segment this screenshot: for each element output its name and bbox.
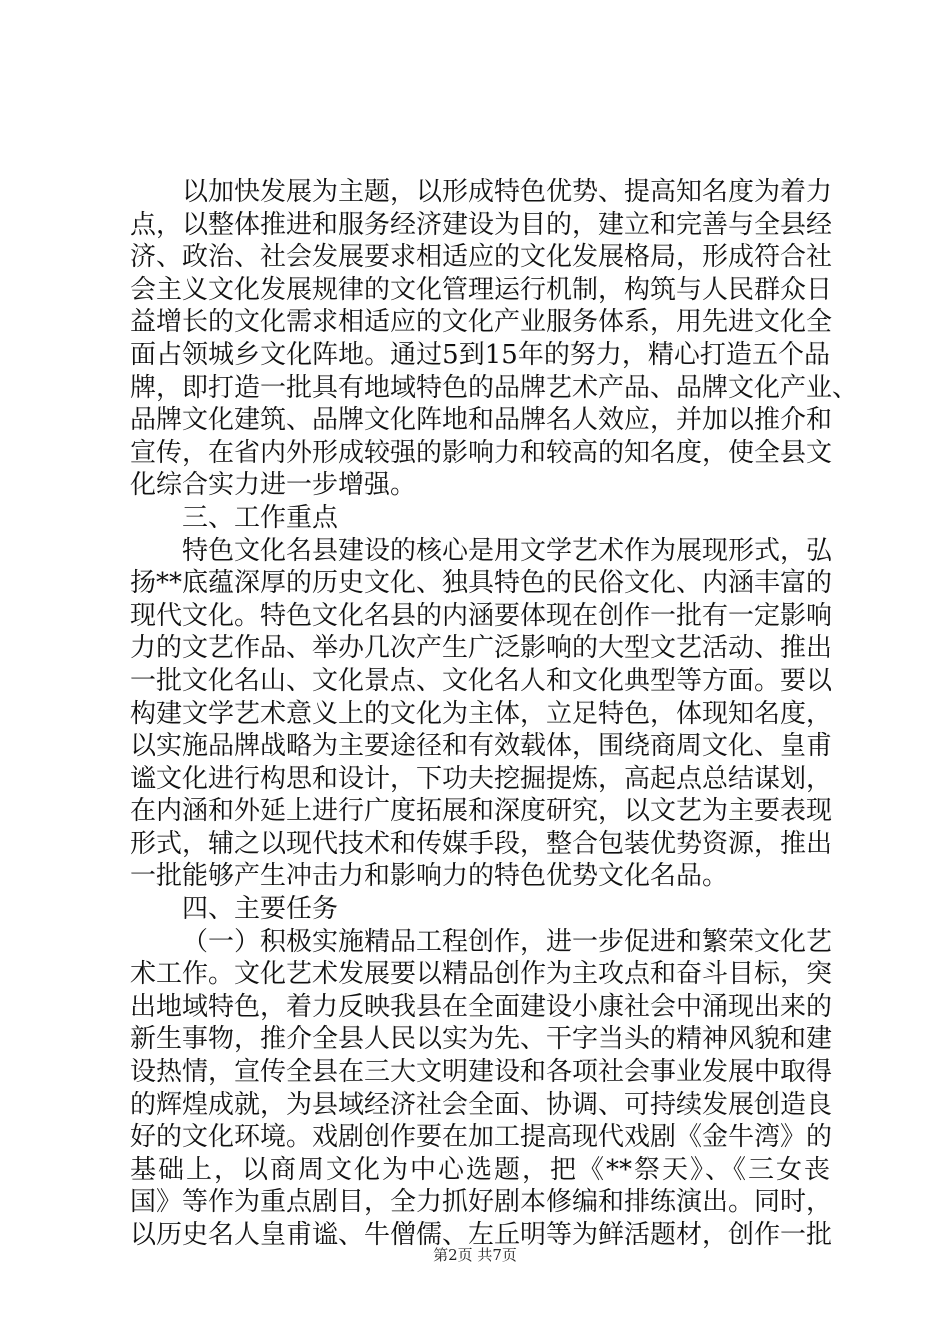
text-line: 以加快发展为主题，以形成特色优势、提高知名度为着力	[182, 177, 833, 207]
text-line: 新生事物，推介全县人民以实为先、干字当头的精神风貌和建	[130, 1024, 833, 1055]
text-line: 会主义文化发展规律的文化管理运行机制，构筑与人民群众日	[130, 274, 833, 305]
page-number-label: 第2页 共7页	[433, 1246, 517, 1264]
section-heading: 三、工作重点	[182, 502, 339, 533]
text-line: 益增长的文化需求相适应的文化产业服务体系，用先进文化全	[130, 307, 833, 338]
text-line: 形式，辅之以现代技术和传媒手段，整合包装优势资源，推出	[130, 828, 833, 859]
text-line: 谧文化进行构思和设计，下功夫挖掘提炼，高起点总结谋划，	[130, 763, 833, 794]
text-line: 设热情，宣传全县在三大文明建设和各项社会事业发展中取得	[130, 1057, 833, 1088]
text-line: 牌，即打造一批具有地域特色的品牌艺术产品、品牌文化产业、	[130, 372, 859, 403]
text-line: 点，以整体推进和服务经济建设为目的，建立和完善与全县经	[130, 209, 833, 240]
text-line: 出地域特色，着力反映我县在全面建设小康社会中涌现出来的	[130, 991, 833, 1022]
text-line: 好的文化环境。戏剧创作要在加工提高现代戏剧《金牛湾》的	[130, 1122, 833, 1153]
text-line: 特色文化名县建设的核心是用文学艺术作为展现形式，弘	[182, 535, 833, 566]
text-line: 济、政治、社会发展要求相适应的文化发展格局，形成符合社	[130, 242, 833, 273]
text-line: （一）积极实施精品工程创作，进一步促进和繁荣文化艺	[182, 926, 833, 957]
text-line: 的辉煌成就，为县域经济社会全面、协调、可持续发展创造良	[130, 1089, 833, 1120]
text-line: 面占领城乡文化阵地。通过5到15年的努力，精心打造五个品	[130, 339, 830, 370]
text-line: 术工作。文化艺术发展要以精品创作为主攻点和奋斗目标，突	[130, 959, 833, 990]
section-heading: 四、主要任务	[182, 894, 339, 925]
text-line: 构建文学艺术意义上的文化为主体，立足特色，体现知名度，	[130, 698, 833, 729]
text-line: 国》等作为重点剧目，全力抓好剧本修编和排练演出。同时，	[130, 1187, 833, 1218]
text-line: 一批文化名山、文化景点、文化名人和文化典型等方面。要以	[130, 665, 833, 696]
text-line: 力的文艺作品、举办几次产生广泛影响的大型文艺活动、推出	[130, 633, 833, 664]
text-line: 在内涵和外延上进行广度拓展和深度研究，以文艺为主要表现	[130, 796, 833, 827]
text-line: 以实施品牌战略为主要途径和有效载体，围绕商周文化、皇甫	[130, 731, 833, 762]
document-body	[130, 176, 859, 1252]
text-line: 以历史名人皇甫谧、牛僧儒、左丘明等为鲜活题材，创作一批	[130, 1220, 833, 1250]
text-line: 扬**底蕴深厚的历史文化、独具特色的民俗文化、内涵丰富的	[130, 568, 833, 599]
text-line: 一批能够产生冲击力和影响力的特色优势文化名品。	[130, 861, 729, 892]
page-footer	[0, 1244, 950, 1265]
text-line: 化综合实力进一步增强。	[130, 470, 417, 501]
text-line: 现代文化。特色文化名县的内涵要体现在创作一批有一定影响	[130, 600, 833, 631]
text-line: 品牌文化建筑、品牌文化阵地和品牌名人效应，并加以推介和	[130, 405, 833, 436]
text-line: 基础上，以商周文化为中心选题，把《**祭天》、《三女丧	[130, 1154, 830, 1185]
text-line: 宣传，在省内外形成较强的影响力和较高的知名度，使全县文	[130, 437, 833, 468]
